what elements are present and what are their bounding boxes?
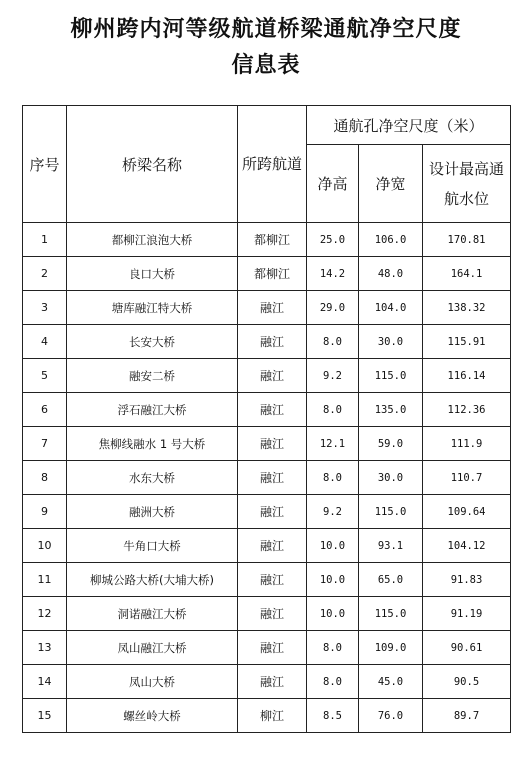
header-bridge-name: 桥梁名称 [67,106,238,223]
row-channel: 融江 [238,495,307,529]
table-row [23,461,511,495]
row-clear-width: 48.0 [359,257,423,291]
row-clear-width: 106.0 [359,223,423,257]
row-bridge-name: 浮石融江大桥 [67,393,238,427]
row-clear-height: 10.0 [307,597,359,631]
row-channel: 融江 [238,563,307,597]
row-index: 3 [23,291,67,325]
row-channel: 融江 [238,665,307,699]
table-row [23,495,511,529]
row-clear-width: 104.0 [359,291,423,325]
row-index: 2 [23,257,67,291]
row-clear-height: 8.5 [307,699,359,733]
row-design-level: 91.19 [423,597,511,631]
row-bridge-name: 牛角口大桥 [67,529,238,563]
table-row [23,529,511,563]
row-channel: 融江 [238,291,307,325]
row-bridge-name: 良口大桥 [67,257,238,291]
row-index: 11 [23,563,67,597]
row-clear-height: 29.0 [307,291,359,325]
row-design-level: 112.36 [423,393,511,427]
row-design-level: 90.61 [423,631,511,665]
table-row [23,257,511,291]
row-bridge-name: 螺丝岭大桥 [67,699,238,733]
table-row [23,563,511,597]
row-clear-width: 65.0 [359,563,423,597]
row-channel: 柳江 [238,699,307,733]
row-bridge-name: 融安二桥 [67,359,238,393]
row-clear-width: 45.0 [359,665,423,699]
row-design-level: 109.64 [423,495,511,529]
row-index: 8 [23,461,67,495]
table-row [23,665,511,699]
row-design-level: 89.7 [423,699,511,733]
row-bridge-name: 凤山大桥 [67,665,238,699]
row-index: 12 [23,597,67,631]
row-index: 9 [23,495,67,529]
row-clear-width: 115.0 [359,597,423,631]
row-clear-width: 59.0 [359,427,423,461]
table-body [23,223,511,733]
row-clear-width: 93.1 [359,529,423,563]
row-design-level: 110.7 [423,461,511,495]
table-row [23,631,511,665]
row-clear-height: 25.0 [307,223,359,257]
row-clear-width: 76.0 [359,699,423,733]
row-index: 13 [23,631,67,665]
row-clear-width: 109.0 [359,631,423,665]
row-clear-width: 115.0 [359,359,423,393]
row-channel: 融江 [238,461,307,495]
row-clear-height: 9.2 [307,359,359,393]
row-clear-height: 8.0 [307,461,359,495]
row-clear-height: 8.0 [307,665,359,699]
row-bridge-name: 柳城公路大桥(大埔大桥) [67,563,238,597]
row-index: 1 [23,223,67,257]
row-channel: 融江 [238,597,307,631]
row-index: 5 [23,359,67,393]
row-index: 15 [23,699,67,733]
row-clear-height: 10.0 [307,563,359,597]
header-channel: 所跨航道 [238,106,307,223]
row-clear-height: 10.0 [307,529,359,563]
table-row [23,427,511,461]
row-clear-height: 12.1 [307,427,359,461]
header-design-level: 设计最高通航水位 [423,145,511,223]
table-row [23,223,511,257]
row-clear-width: 135.0 [359,393,423,427]
row-bridge-name: 塘库融江特大桥 [67,291,238,325]
row-clear-height: 8.0 [307,393,359,427]
table-row [23,393,511,427]
table-row [23,699,511,733]
row-design-level: 115.91 [423,325,511,359]
row-design-level: 170.81 [423,223,511,257]
row-design-level: 138.32 [423,291,511,325]
header-clear-height: 净高 [307,145,359,223]
row-clear-height: 8.0 [307,631,359,665]
row-clear-height: 9.2 [307,495,359,529]
row-design-level: 91.83 [423,563,511,597]
row-bridge-name: 都柳江浪泡大桥 [67,223,238,257]
row-bridge-name: 凤山融江大桥 [67,631,238,665]
row-design-level: 90.5 [423,665,511,699]
row-channel: 都柳江 [238,223,307,257]
row-channel: 融江 [238,359,307,393]
row-index: 10 [23,529,67,563]
row-bridge-name: 焦柳线融水 1 号大桥 [67,427,238,461]
row-clear-height: 8.0 [307,325,359,359]
row-index: 6 [23,393,67,427]
row-clear-width: 115.0 [359,495,423,529]
header-index: 序号 [23,106,67,223]
row-clear-height: 14.2 [307,257,359,291]
row-index: 14 [23,665,67,699]
row-bridge-name: 长安大桥 [67,325,238,359]
header-clear-width: 净宽 [359,145,423,223]
row-design-level: 111.9 [423,427,511,461]
row-channel: 融江 [238,393,307,427]
table-row [23,359,511,393]
row-design-level: 104.12 [423,529,511,563]
row-clear-width: 30.0 [359,461,423,495]
row-channel: 融江 [238,529,307,563]
row-index: 7 [23,427,67,461]
row-design-level: 164.1 [423,257,511,291]
table-row [23,325,511,359]
table-row [23,291,511,325]
row-design-level: 116.14 [423,359,511,393]
row-channel: 都柳江 [238,257,307,291]
row-index: 4 [23,325,67,359]
row-bridge-name: 水东大桥 [67,461,238,495]
row-clear-width: 30.0 [359,325,423,359]
header-clearance-group: 通航孔净空尺度（米） [307,106,511,145]
row-bridge-name: 洞诺融江大桥 [67,597,238,631]
row-channel: 融江 [238,631,307,665]
row-channel: 融江 [238,325,307,359]
row-channel: 融江 [238,427,307,461]
document-title-line1: 柳州跨内河等级航道桥梁通航净空尺度 [70,16,462,42]
table-row [23,597,511,631]
document-title-line2: 信息表 [231,52,301,78]
row-bridge-name: 融洲大桥 [67,495,238,529]
bridge-clearance-table [22,105,511,733]
